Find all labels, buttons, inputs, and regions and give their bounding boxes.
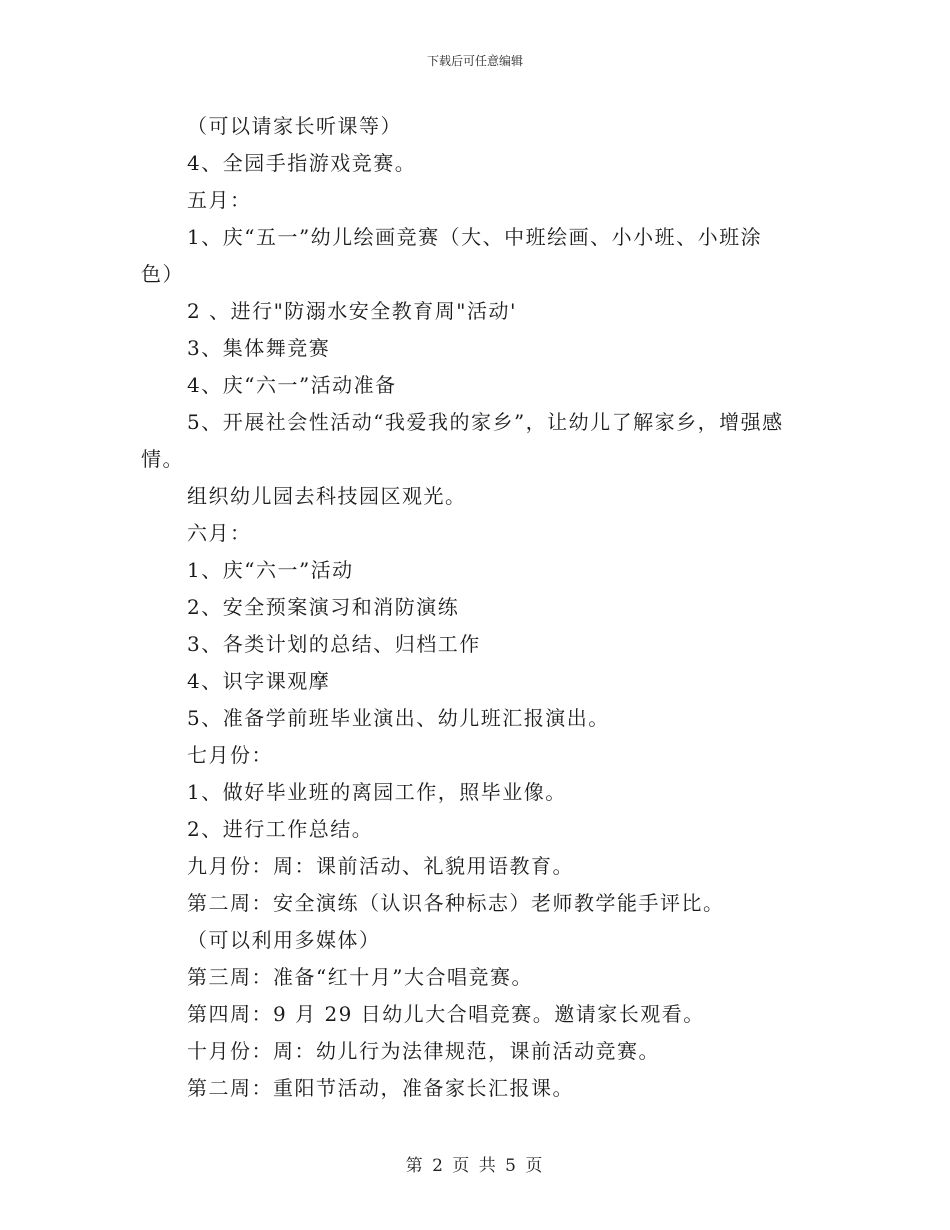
document-line: 六月： bbox=[187, 521, 252, 545]
page-header: 下载后可任意编辑 bbox=[426, 54, 523, 68]
page-footer: 第 2 页 共 5 页 bbox=[405, 1156, 545, 1176]
document-line: 5、准备学前班毕业演出、幼儿班汇报演出。 bbox=[187, 706, 610, 730]
document-line: 1、庆“五一”幼儿绘画竞赛（大、中班绘画、小小班、小班涂 bbox=[187, 225, 763, 249]
document-line: 九月份：周：课前活动、礼貌用语教育。 bbox=[187, 854, 574, 878]
document-line: 3、集体舞竞赛 bbox=[187, 336, 331, 360]
document-line: 3、各类计划的总结、归档工作 bbox=[187, 632, 481, 656]
document-line: 1、庆“六一”活动 bbox=[187, 558, 354, 582]
document-line: 七月份： bbox=[187, 743, 273, 767]
document-line: 1、做好毕业班的离园工作，照毕业像。 bbox=[187, 780, 567, 804]
document-line: （可以利用多媒体） bbox=[187, 928, 381, 952]
document-line: 第二周：安全演练（认识各种标志）老师教学能手评比。 bbox=[187, 891, 725, 915]
document-line: 4、庆“六一”活动准备 bbox=[187, 373, 397, 397]
document-line: 4、全园手指游戏竞赛。 bbox=[187, 151, 417, 175]
document-line: 色） bbox=[141, 262, 184, 286]
document-line: 十月份：周：幼儿行为法律规范，课前活动竞赛。 bbox=[187, 1039, 660, 1063]
document-line: 2、进行工作总结。 bbox=[187, 817, 374, 841]
document-line: 情。 bbox=[141, 447, 184, 471]
document-line: 五月： bbox=[187, 188, 252, 212]
document-line: 2、安全预案演习和消防演练 bbox=[187, 595, 460, 619]
document-line: 第二周：重阳节活动，准备家长汇报课。 bbox=[187, 1076, 574, 1100]
document-line: 4、识字课观摩 bbox=[187, 669, 331, 693]
document-line: 组织幼儿园去科技园区观光。 bbox=[187, 484, 467, 508]
document-line: 2 、进行"防溺水安全教育周"活动' bbox=[187, 299, 517, 323]
document-line: 第三周：准备“红十月”大合唱竞赛。 bbox=[187, 965, 533, 989]
document-line: （可以请家长听课等） bbox=[187, 114, 402, 138]
document-line: 第四周：9 月 29 日幼儿大合唱竞赛。邀请家长观看。 bbox=[187, 1002, 705, 1026]
document-body bbox=[141, 108, 821, 1107]
document-line: 5、开展社会性活动“我爱我的家乡”，让幼儿了解家乡，增强感 bbox=[187, 410, 784, 434]
